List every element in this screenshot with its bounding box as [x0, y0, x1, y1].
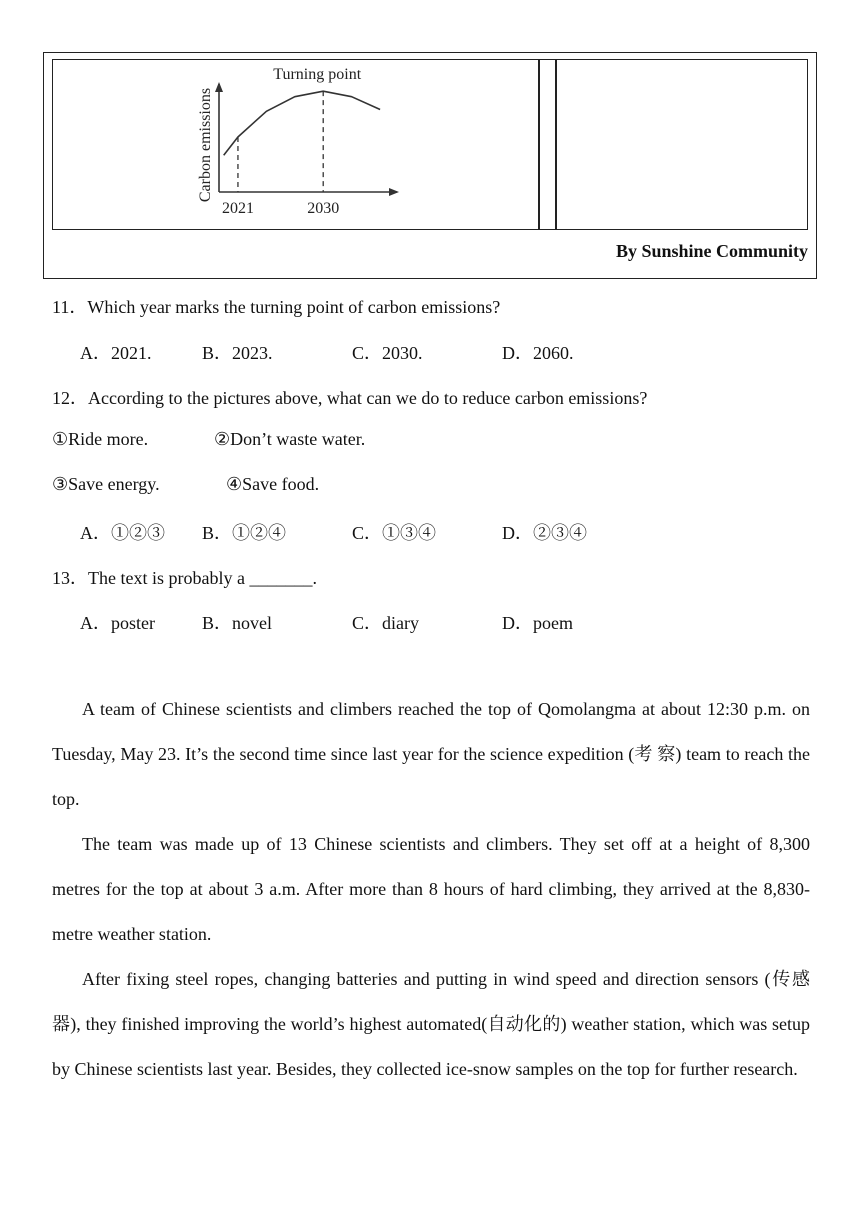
- paragraph-line: sensors (传感器), they finished improving the world’s highest automated(自动化的) weather: [52, 969, 811, 1034]
- option-c: C．2030.: [352, 343, 423, 363]
- paragraph-line: 察) team to reach the top.: [52, 744, 810, 809]
- turning-point-annotation: Turning point: [273, 66, 362, 84]
- credit-text: By Sunshine Community: [615, 241, 808, 261]
- paragraph-line: arrived at the 8,830-metre weather station.: [52, 879, 810, 944]
- question-number: 13．: [52, 568, 88, 588]
- emissions-series-line: [224, 91, 380, 155]
- question-12: [52, 384, 647, 410]
- passage-paragraph-1: [52, 687, 810, 822]
- option-a: A．poster: [80, 613, 155, 633]
- chart-cell: [52, 59, 539, 230]
- paragraph-line: station, which was setup by Chinese scientists last year. Besides, they collected ice-snow: [52, 1014, 811, 1079]
- statement-2: ②Don’t waste water.: [214, 429, 366, 449]
- narrow-cell: [539, 59, 556, 230]
- option-b: B．novel: [202, 613, 272, 633]
- question-text: According to the pictures above, what can we do to reduce carbon emissions?: [88, 388, 648, 408]
- empty-picture-cell: [556, 59, 808, 230]
- option-d: D．poem: [502, 613, 573, 633]
- paragraph-line: The team was made up of 13 Chinese scientists and climbers. They set off at a height of: [82, 834, 763, 854]
- statement-4: ④Save food.: [226, 474, 320, 494]
- paragraph-line: 8,300 metres for the top at about 3 a.m. After more than 8 hours of hard climbing, they: [52, 834, 811, 899]
- paragraph-line: A team of Chinese scientists and climbers reached the top of Qomolangma at about 12:30: [82, 699, 748, 719]
- option-a: A．2021.: [80, 343, 152, 363]
- passage-paragraph-3: [52, 957, 810, 1092]
- statement-1: ①Ride more.: [52, 429, 149, 449]
- x-axis-arrow: [389, 188, 399, 196]
- option-d: D．2060.: [502, 343, 574, 363]
- x-tick-label-2030: 2030: [307, 200, 340, 217]
- paragraph-line: After fixing steel ropes, changing batteries and putting in wind speed and direction: [82, 969, 700, 989]
- option-d: D．②③④: [502, 523, 587, 543]
- paragraph-line: p.m. on Tuesday, May 23. It’s the second time since last year for the science expedition (考: [52, 699, 810, 764]
- y-axis-arrow: [215, 82, 223, 92]
- x-tick-label-2021: 2021: [221, 200, 254, 217]
- option-a: A．①②③: [80, 523, 165, 543]
- question-number: 12．: [52, 388, 88, 408]
- option-c: C．①③④: [352, 523, 437, 543]
- option-c: C．diary: [352, 613, 419, 633]
- option-b: B．2023.: [202, 343, 273, 363]
- paragraph-line: samples on the top for further research.: [515, 1059, 798, 1079]
- passage-paragraph-2: [52, 822, 810, 957]
- statement-3: ③Save energy.: [52, 474, 160, 494]
- question-text: Which year marks the turning point of carbon emissions?: [87, 297, 501, 317]
- question-text: The text is probably a _______.: [88, 568, 317, 588]
- question-number: 11．: [52, 297, 88, 317]
- question-13: [52, 564, 317, 590]
- carbon-emissions-chart: [53, 60, 538, 229]
- question-11: [52, 293, 500, 319]
- y-axis-label: Carbon emissions: [197, 87, 214, 203]
- option-b: B．①②④: [202, 523, 287, 543]
- figure-table: [43, 52, 817, 279]
